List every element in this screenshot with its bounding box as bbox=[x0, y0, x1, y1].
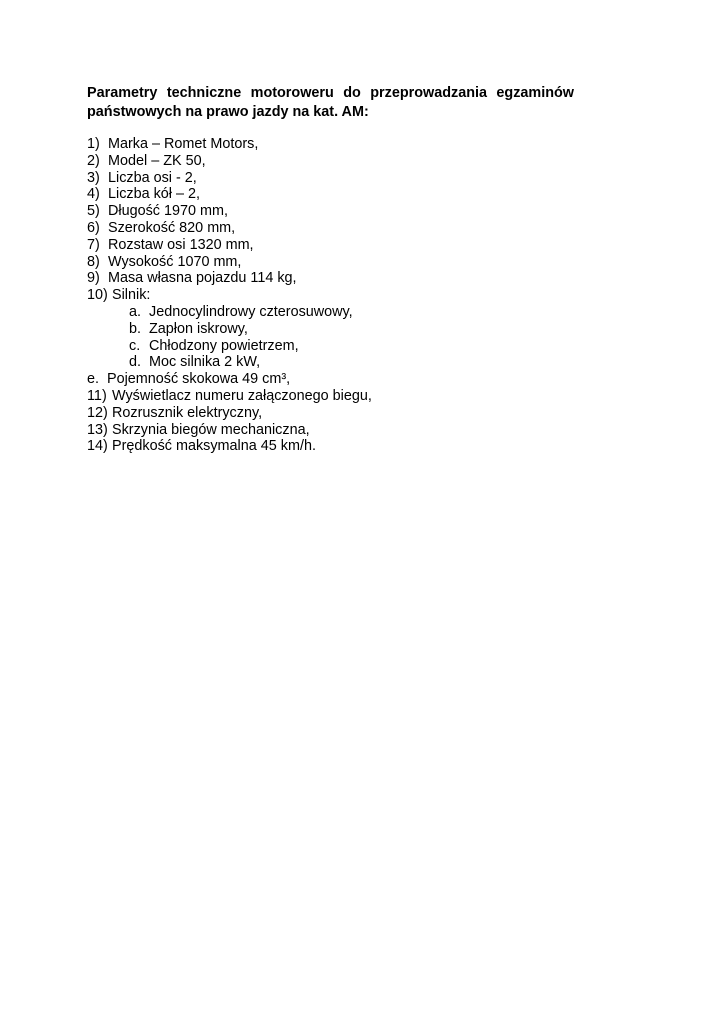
subitem-text: Zapłon iskrowy, bbox=[149, 320, 248, 337]
item-number: 2) bbox=[87, 152, 100, 169]
item-text: Marka – Romet Motors, bbox=[108, 136, 259, 152]
subitem-letter: a. bbox=[129, 303, 142, 320]
item-text: Model – ZK 50, bbox=[108, 152, 206, 169]
item-text: Rozstaw osi 1320 mm, bbox=[108, 236, 254, 253]
list-item bbox=[87, 153, 587, 170]
subitem-text: Chłodzony powietrzem, bbox=[149, 337, 299, 354]
list-subitem bbox=[87, 354, 587, 371]
item-number: 14) bbox=[87, 438, 108, 455]
item-text: Rozrusznik elektryczny, bbox=[112, 404, 263, 421]
item-number: 8) bbox=[87, 253, 100, 270]
list-item bbox=[87, 438, 587, 455]
list-item bbox=[87, 254, 587, 271]
subitem-letter: b. bbox=[129, 320, 142, 337]
list-item bbox=[87, 136, 587, 153]
item-text: Szerokość 820 mm, bbox=[108, 219, 236, 236]
item-number: 6) bbox=[87, 219, 100, 236]
subitem-text: Jednocylindrowy czterosuwowy, bbox=[149, 303, 353, 320]
subitem-text: Moc silnika 2 kW, bbox=[149, 354, 261, 371]
item-number: 3) bbox=[87, 169, 100, 186]
list-item bbox=[87, 203, 587, 220]
list-item bbox=[87, 186, 587, 203]
list-item bbox=[87, 405, 587, 422]
item-text: Wysokość 1070 mm, bbox=[108, 253, 242, 270]
item-letter: e. bbox=[87, 371, 100, 388]
subitem-letter: c. bbox=[129, 337, 141, 354]
list-item bbox=[87, 237, 587, 254]
item-number: 4) bbox=[87, 186, 100, 203]
item-number: 7) bbox=[87, 236, 100, 253]
item-text: Liczba osi - 2, bbox=[108, 169, 197, 186]
item-text: Skrzynia biegów mechaniczna, bbox=[112, 421, 310, 438]
item-text: Długość 1970 mm, bbox=[108, 203, 228, 220]
item-text: Masa własna pojazdu 114 kg, bbox=[108, 270, 297, 287]
list-item bbox=[87, 371, 587, 388]
item-text: Silnik: bbox=[112, 287, 151, 304]
list-item bbox=[87, 287, 587, 304]
item-number: 11) bbox=[87, 387, 107, 404]
list-item bbox=[87, 270, 587, 287]
item-number: 1) bbox=[87, 136, 100, 152]
spec-list bbox=[87, 136, 587, 455]
list-item bbox=[87, 170, 587, 187]
item-number: 13) bbox=[87, 421, 108, 438]
list-subitem bbox=[87, 338, 587, 355]
document-title: Parametry techniczne motoroweru do przeprowadzania egzaminów państwowych na prawo jazdy na kat. AM: bbox=[87, 85, 574, 120]
item-text: Pojemność skokowa 49 cm³, bbox=[107, 371, 291, 388]
item-text: Prędkość maksymalna 45 km/h. bbox=[112, 438, 316, 455]
item-text: Liczba kół – 2, bbox=[108, 186, 200, 203]
list-item bbox=[87, 422, 587, 439]
item-number: 5) bbox=[87, 203, 100, 220]
item-number: 12) bbox=[87, 404, 108, 421]
item-number: 9) bbox=[87, 270, 100, 287]
item-text: Wyświetlacz numeru załączonego biegu, bbox=[112, 387, 372, 404]
list-subitem bbox=[87, 304, 587, 321]
list-item bbox=[87, 388, 587, 405]
list-item bbox=[87, 220, 587, 237]
list-subitem bbox=[87, 321, 587, 338]
subitem-letter: d. bbox=[129, 354, 142, 371]
item-number: 10) bbox=[87, 287, 108, 304]
